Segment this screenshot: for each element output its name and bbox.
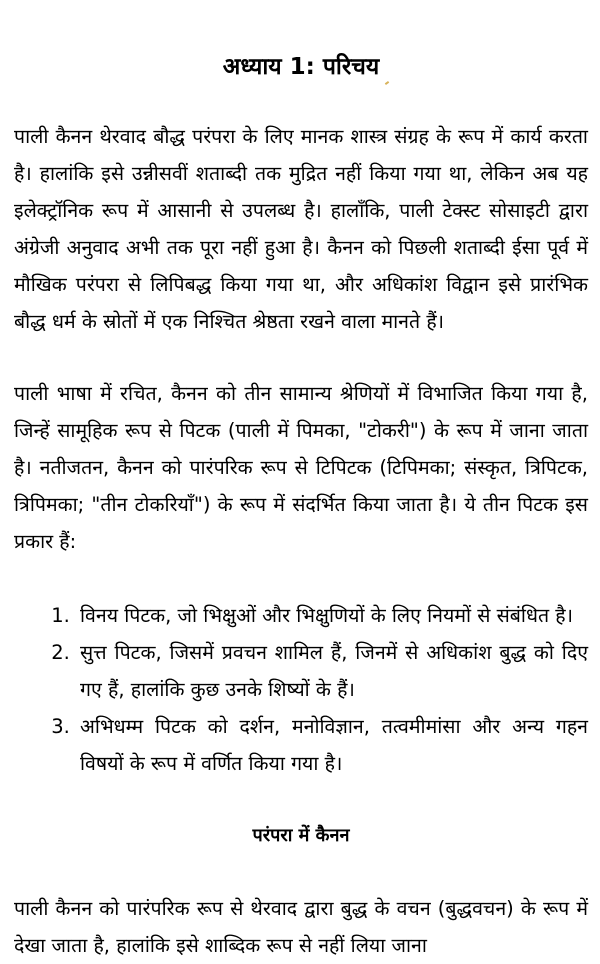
chapter-title: अध्याय 1: परिचय [222, 54, 380, 80]
ink-mark [385, 81, 389, 85]
section-heading: परंपरा में कैनन [252, 825, 350, 846]
categories-paragraph: पाली भाषा में रचित, कैनन को तीन सामान्य श्रेणियों में विभाजित किया गया है, जिन्हें सामूहिक रूप से पिटक (पाली में पिमका, "टोकरी") के रूप में जाना जाता है। नतीजतन, कैनन को पारंपरिक रूप से टिपिटक (टिपिमका; संस्कृत, त्रिपिटक, त्रिपिमका; "तीन टोकरियाँ") के रूप में संदर्भित किया जाता है। ये तीन पिटक इस प्रकार हैं: [14, 382, 588, 553]
intro-paragraph: पाली कैनन थेरवाद बौद्ध परंपरा के लिए मानक शास्त्र संग्रह के रूप में कार्य करता है। हालांकि इसे उन्नीसवीं शताब्दी तक मुद्रित नहीं किया गया था, लेकिन अब यह इलेक्ट्रॉनिक रूप में आसानी से उपलब्ध है। हालाँकि, पाली टेक्स्ट सोसाइटी द्वारा अंग्रेजी अनुवाद अभी तक पूरा नहीं हुआ है। कैनन को पिछली शताब्दी ईसा पूर्व में मौखिक परंपरा से लिपिबद्ध किया गया था, और अधिकांश विद्वान इसे प्रारंभिक बौद्ध धर्म के स्रोतों में एक निश्चित श्रेष्ठता रखने वाला मानते हैं। [14, 125, 588, 333]
list-item-sutta-pitaka: 2. सुत्त पिटक, जिसमें प्रवचन शामिल हैं, जिनमें से अधिकांश बुद्ध को दिए गए हैं, हालांकि कुछ उनके शिष्यों के हैं। [76, 634, 588, 708]
list-item-vinaya-pitaka: 1. विनय पिटक, जो भिक्षुओं और भिक्षुणियों के लिए नियमों से संबंधित है। [76, 597, 588, 634]
pitaka-list [14, 597, 588, 782]
list-item-abhidhamma-pitaka: 3. अभिधम्म पिटक को दर्शन, मनोविज्ञान, तत्वमीमांसा और अन्य गहन विषयों के रूप में वर्णित किया गया है। [76, 708, 588, 782]
tradition-paragraph: पाली कैनन को पारंपरिक रूप से थेरवाद द्वारा बुद्ध के वचन (बुद्धवचन) के रूप में देखा जाता है, हालांकि इसे शाब्दिक रूप से नहीं लिया जाना [14, 897, 588, 957]
